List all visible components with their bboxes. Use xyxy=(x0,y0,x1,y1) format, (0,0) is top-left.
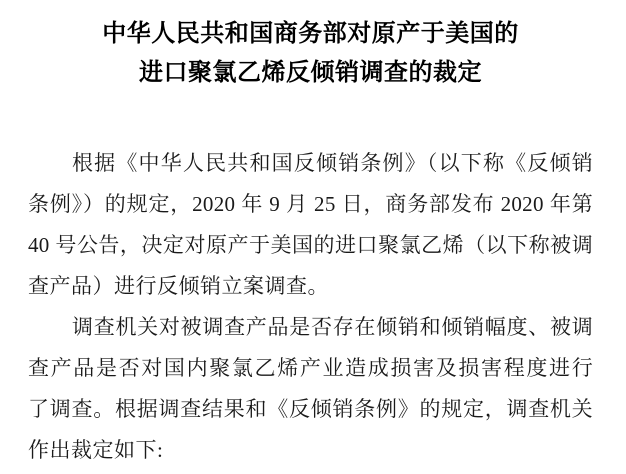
paragraph-1-line-3: 40 号公告，决定对原产于美国的进口聚氯乙烯（以下称被调 xyxy=(28,233,593,257)
paragraph-1-line-4: 查产品）进行反倾销立案调查。 xyxy=(28,274,329,298)
document-body xyxy=(28,143,593,471)
document-title-line-2: 进口聚氯乙烯反倾销调查的裁定 xyxy=(139,59,482,86)
paragraph-2-line-2: 查产品是否对国内聚氯乙烯产业造成损害及损害程度进行 xyxy=(28,356,593,380)
paragraph-2 xyxy=(28,307,593,471)
document-title-line-1: 中华人民共和国商务部对原产于美国的 xyxy=(102,20,519,47)
paragraph-1 xyxy=(28,143,593,307)
paragraph-1-line-1: 根据《中华人民共和国反倾销条例》（以下称《反倾销 xyxy=(72,151,593,175)
paragraph-2-line-3: 了调查。根据调查结果和《反倾销条例》的规定，调查机关 xyxy=(28,397,593,421)
paragraph-2-line-4: 作出裁定如下: xyxy=(28,438,164,462)
paragraph-1-line-2: 条例》）的规定，2020 年 9 月 25 日，商务部发布 2020 年第 xyxy=(28,192,593,216)
document-title xyxy=(28,14,593,92)
paragraph-2-line-1: 调查机关对被调查产品是否存在倾销和倾销幅度、被调 xyxy=(72,315,593,339)
